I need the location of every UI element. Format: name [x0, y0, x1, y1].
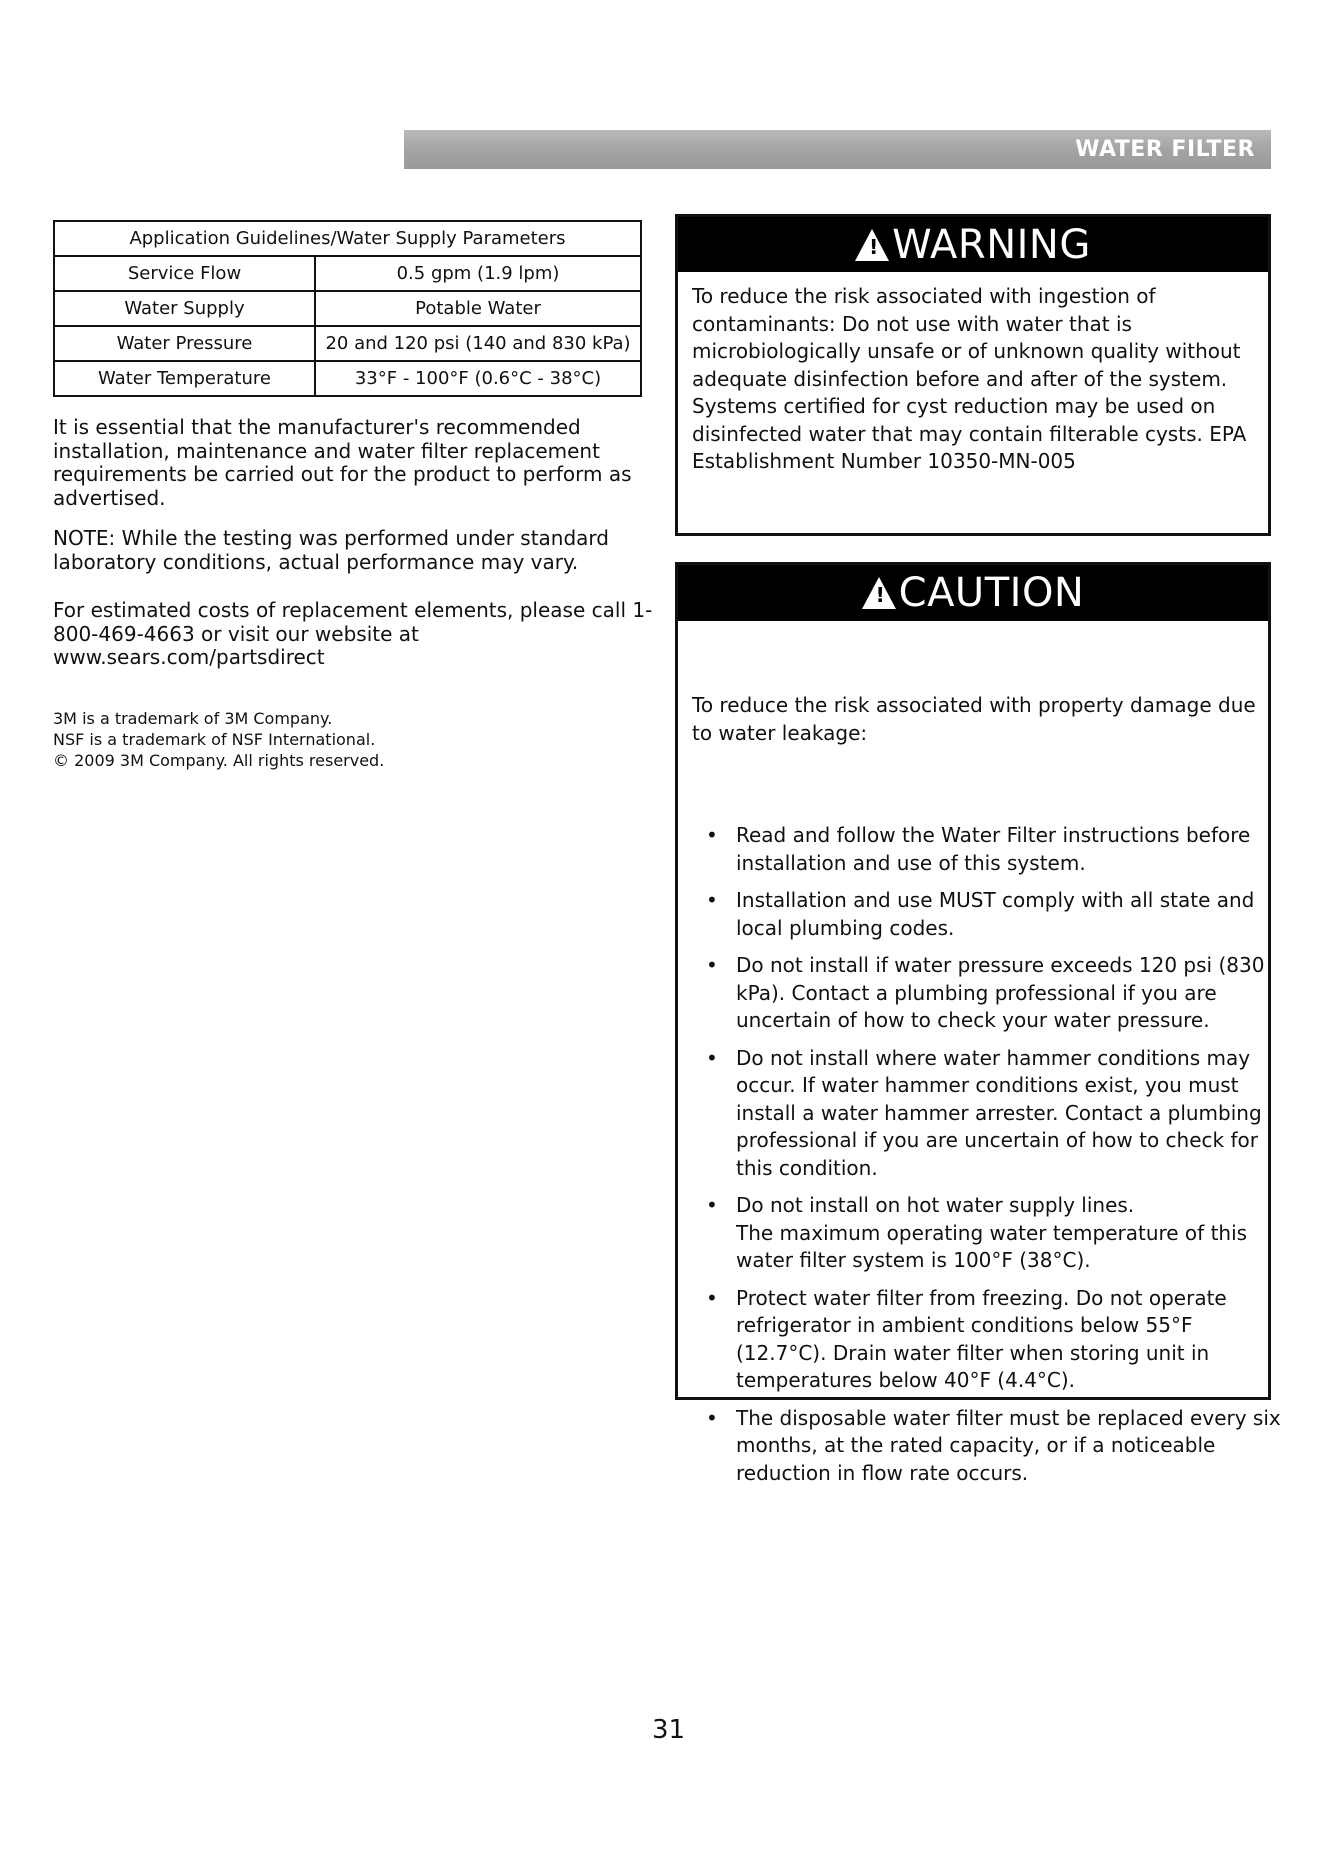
page-number: 31	[652, 1715, 686, 1745]
replacement-cost-paragraph: For estimated costs of replacement elements, please call 1-800-469-4663 or visit our website at www.sears.com/partsdirect	[53, 598, 653, 669]
table-row	[54, 361, 641, 396]
table-heading: Application Guidelines/Water Supply Parameters	[54, 221, 641, 256]
list-item: • Do not install if water pressure exceeds 120 psi (830 kPa). Contact a plumbing professional if you are uncertain of how to check your water pressure.	[706, 952, 1282, 1035]
warning-text: To reduce the risk associated with ingestion of contaminants: Do not use with water that is microbiologically unsafe or of unknown quality without adequate disinfection before and after of the system. Systems certified for cyst reduction may be used on disinfected water that may contain filterable cysts. EPA Establishment Number 10350-MN-005	[692, 284, 1247, 473]
section-header	[404, 130, 1271, 169]
table-row	[54, 326, 641, 361]
table-row	[54, 291, 641, 326]
caution-box	[675, 562, 1281, 1485]
caution-triangle-icon: !	[862, 577, 896, 609]
row-label: Water Pressure	[54, 326, 315, 361]
note-paragraph: NOTE: While the testing was performed under standard laboratory conditions, actual performance may vary.	[53, 526, 609, 574]
list-item: • Protect water filter from freezing. Do not operate refrigerator in ambient conditions below 55°F (12.7°C). Drain water filter when storing unit in temperatures below 40°F (4.4°C).	[706, 1285, 1282, 1395]
trademark-notes	[53, 708, 384, 771]
row-value: 20 and 120 psi (140 and 830 kPa)	[315, 326, 641, 361]
row-label: Water Temperature	[54, 361, 315, 396]
row-value: Potable Water	[315, 291, 641, 326]
warning-triangle-icon: !	[855, 229, 889, 261]
maintenance-paragraph: It is essential that the manufacturer's recommended installation, maintenance and water filter replacement requirements be carried out for the product to perform as advertised.	[53, 415, 632, 510]
warning-box	[675, 214, 1271, 536]
warning-header	[678, 217, 1268, 272]
table-heading-row	[54, 221, 641, 256]
row-label: Water Supply	[54, 291, 315, 326]
table-row	[54, 256, 641, 291]
caution-intro: To reduce the risk associated with property damage due to water leakage:	[692, 693, 1256, 745]
trademark-nsf: NSF is a trademark of NSF International.	[53, 730, 376, 749]
list-item: • Do not install on hot water supply lines. The maximum operating water temperature of this water filter system is 100°F (38°C).	[706, 1192, 1282, 1275]
caution-header	[678, 565, 1268, 621]
caution-title: CAUTION	[898, 570, 1085, 616]
list-item: • Installation and use MUST comply with all state and local plumbing codes.	[706, 887, 1282, 942]
warning-title: WARNING	[892, 221, 1091, 268]
copyright-notice: © 2009 3M Company. All rights reserved.	[53, 751, 385, 770]
parameters-table	[53, 220, 642, 397]
row-value: 0.5 gpm (1.9 lpm)	[315, 256, 641, 291]
trademark-3m: 3M is a trademark of 3M Company.	[53, 709, 333, 728]
list-item: • Read and follow the Water Filter instructions before installation and use of this system.	[706, 822, 1282, 877]
row-label: Service Flow	[54, 256, 315, 291]
list-item: • Do not install where water hammer conditions may occur. If water hammer conditions exist, you must install a water hammer arrester. Contact a plumbing professional if you are uncertain of how to check for this condition.	[706, 1045, 1282, 1183]
caution-list	[692, 822, 1282, 1487]
section-title: WATER FILTER	[1075, 137, 1255, 162]
row-value: 33°F - 100°F (0.6°C - 38°C)	[315, 361, 641, 396]
list-item: • The disposable water filter must be replaced every six months, at the rated capacity, or if a noticeable reduction in flow rate occurs.	[706, 1405, 1282, 1488]
